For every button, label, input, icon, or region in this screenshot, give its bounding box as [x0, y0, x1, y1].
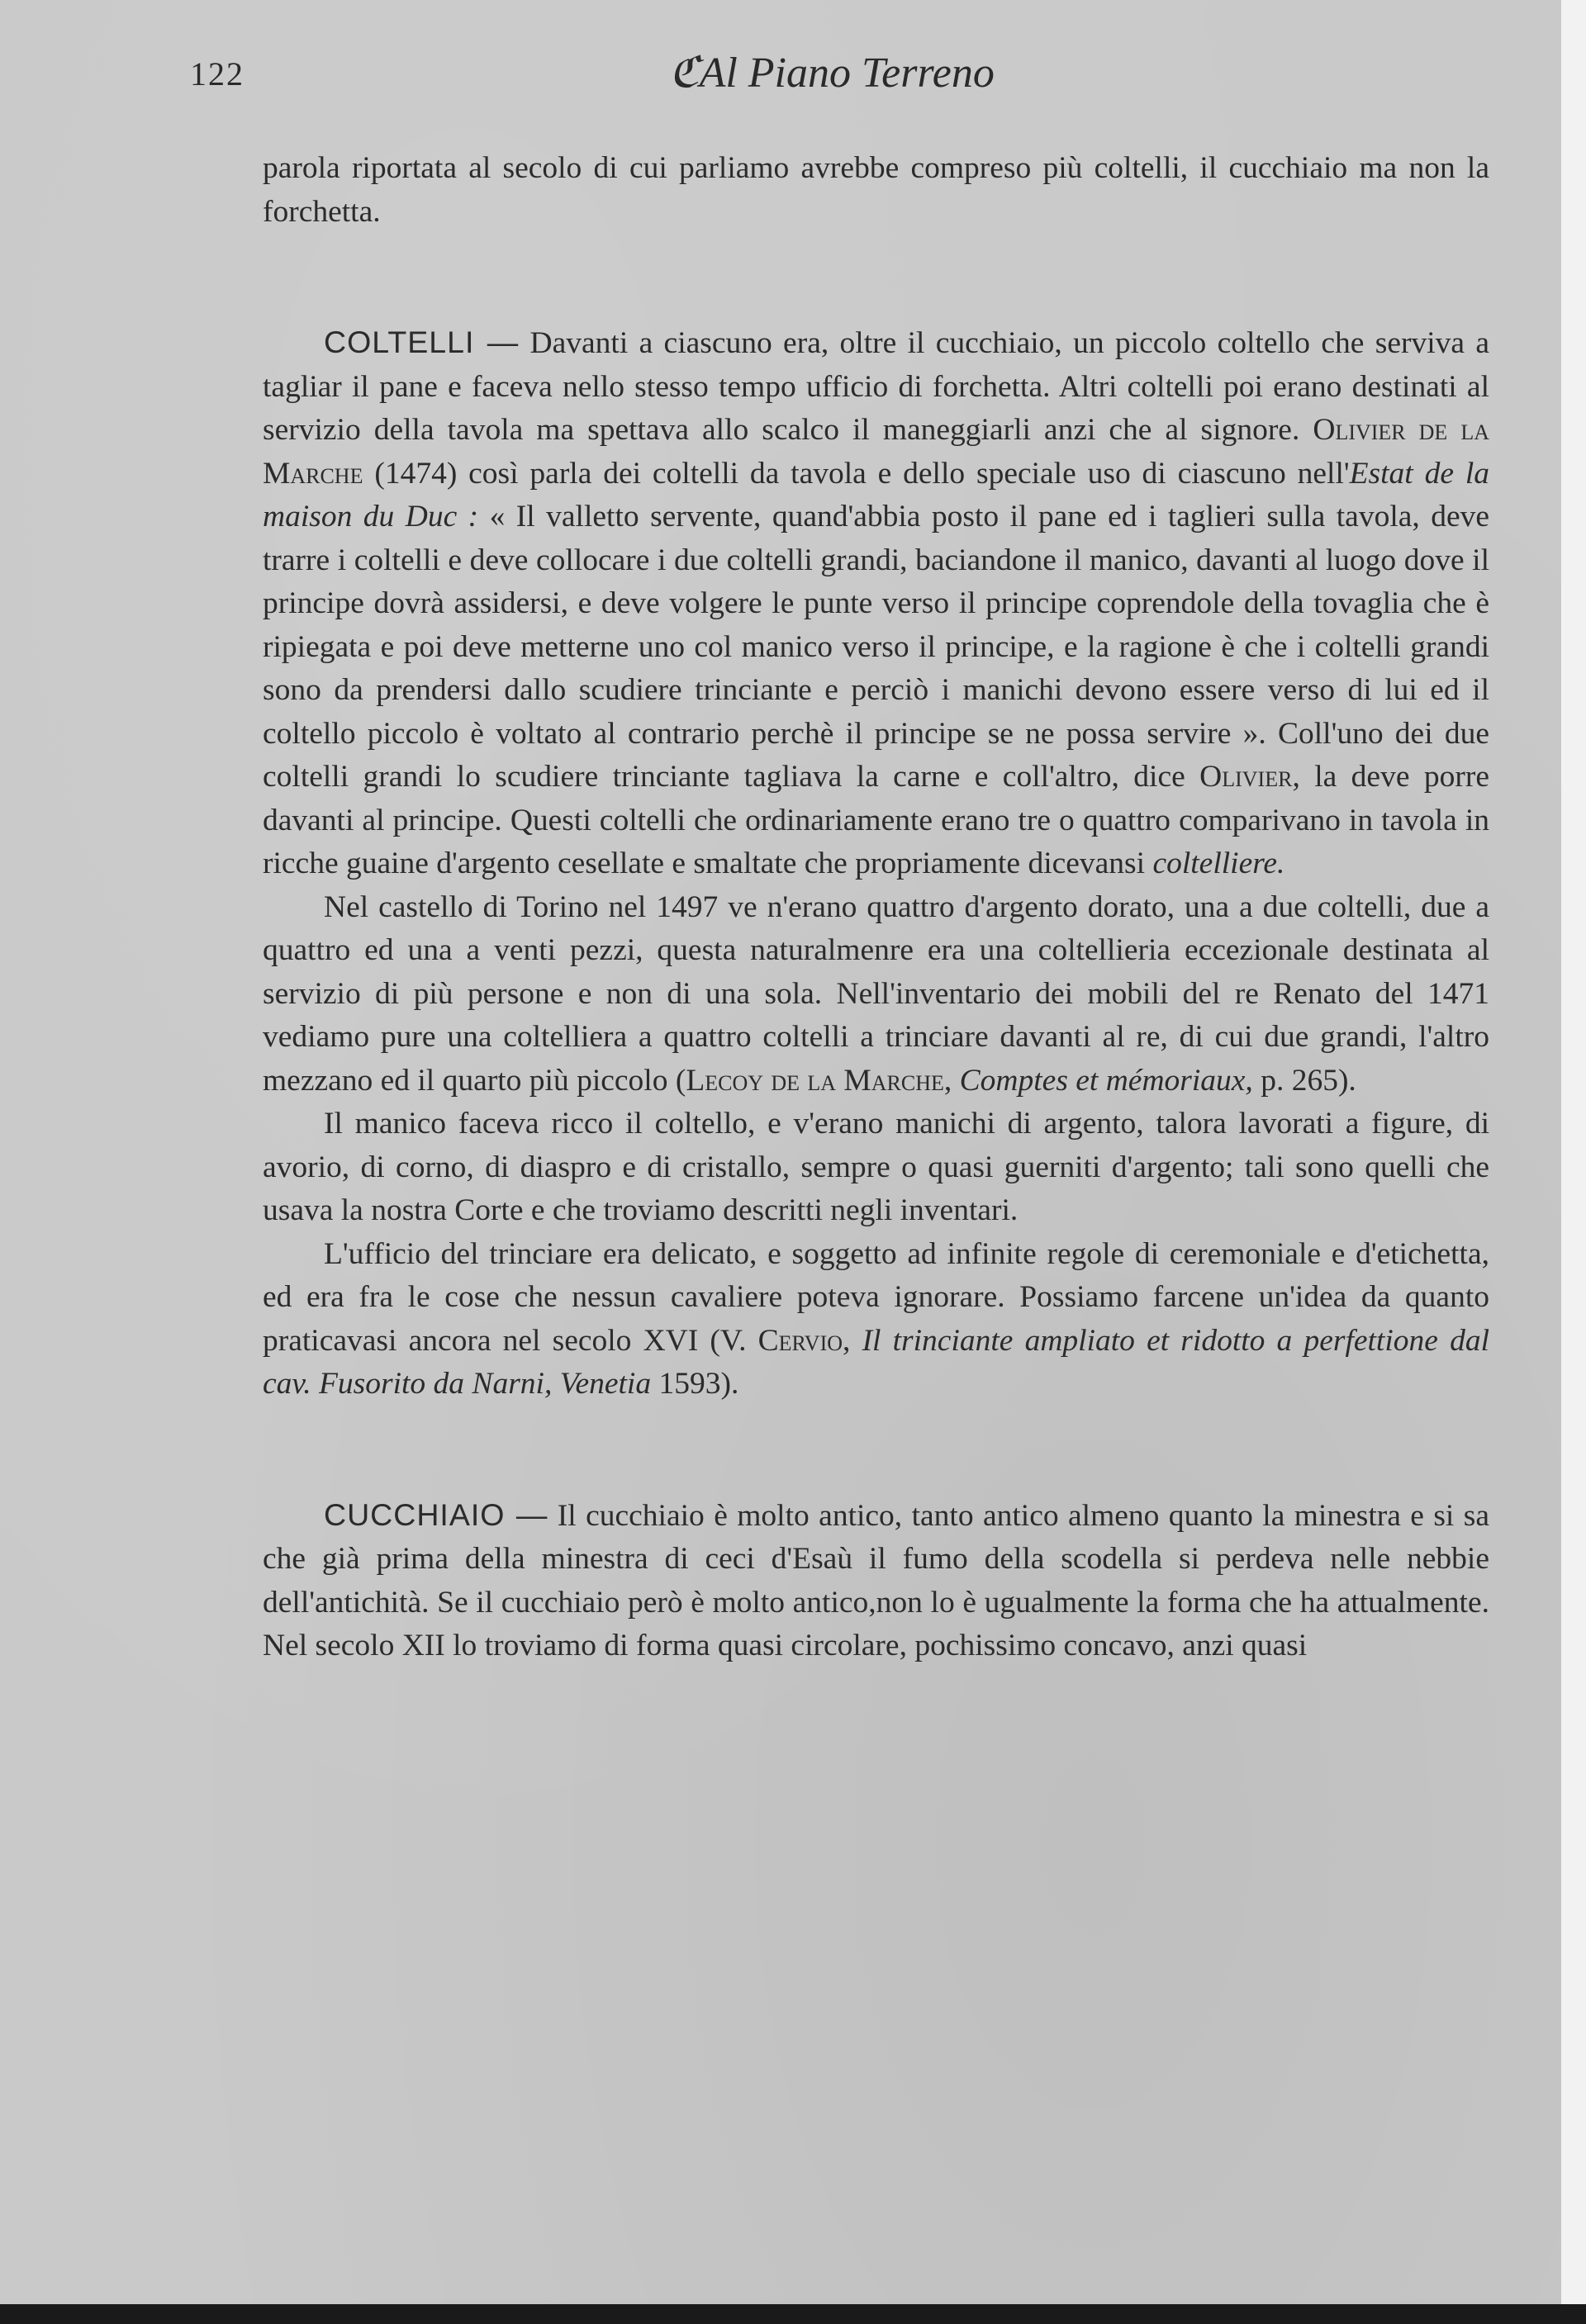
- author-olivier-de-la-marche: Olivier de la Marche: [263, 413, 1489, 491]
- paragraph-trinciare: L'ufficio del trinciare era delicato, e soggetto ad infinite regole di ceremoniale e d'etichetta, ed era fra le cose che nessun cavaliere poteva ignorare. Possiamo farcene un'idea da quanto praticavasi ancora nel secolo XVI (V. Cervio, Il trinciante ampliato et ridotto a perfettione dal cav. Fusorito da Narni, Venetia 1593).: [263, 1236, 1489, 1401]
- author-olivier: Olivier: [1199, 760, 1293, 794]
- paragraph-coltelli: COLTELLI — Davanti a ciascuno era, oltre il cucchiaio, un piccolo coltello che serviva a tagliar il pane e faceva nello stesso tempo ufficio di forchetta. Altri coltelli poi erano destinati al servizio della tavola ma spettava allo scalco il maneggiarli anzi che al signore. Olivier de la Marche (1474) così parla dei coltelli da tavola e dello speciale uso di ciascuno nell'Estat de la maison du Duc : « Il valletto servente, quand'abbia posto il pane ed i taglieri sulla tavola, deve trarre i coltelli e deve collocare i due coltelli grandi, baciandone il manico, davanti al luogo dove il principe dovrà assidersi, e deve volgere le punte verso il principe coprendole della tovaglia che è ripiegata e poi deve metterne uno col manico verso il principe, e la ragione è che i coltelli grandi sono da prendersi dallo scudiere trinciante e perciò i manichi devono essere verso di lui ed il coltello piccolo è voltato al contrario perchè il principe se ne possa servire ». Coll'uno dei due coltelli grandi lo scudiere trinciante tagliava la carne e coll'altro, dice Olivier, la deve porre davanti al principe. Questi coltelli che ordinariamente erano tre o quattro comparivano in tavola in ricche guaine d'argento cesellate e smaltate che propriamente dicevansi coltelliere.: [263, 325, 1489, 880]
- cited-title-comptes: Comptes et mémoriaux,: [959, 1063, 1253, 1098]
- author-cervio: Cervio,: [757, 1323, 851, 1358]
- page-number: 122: [190, 55, 245, 92]
- paragraph-cucchiaio: CUCCHIAIO — Il cucchiaio è molto antico, tanto antico almeno quanto la minestra e si sa che già prima della minestra di ceci d'Esaù il fumo della scodella si perdeva nelle nebbie dell'antichità. Se il cucchiaio però è molto antico,non lo è ugualmente la forma che ha attualmente. Nel secolo XII lo troviamo di forma quasi circolare, pochissimo concavo, anzi quasi: [263, 1496, 1490, 1662]
- page-header: [190, 48, 1429, 106]
- term-coltelliere: coltelliere.: [1152, 847, 1285, 880]
- cited-title-trinciante: Il trinciante ampliato et ridotto a perfettione dal cav. Fusorito da Narni, Venetia: [263, 1323, 1489, 1401]
- body-text: [263, 147, 1489, 1668]
- section-heading-cucchiaio: CUCCHIAIO —: [324, 1496, 548, 1532]
- cited-title-estat: Estat de la maison du Duc :: [263, 456, 1489, 534]
- paragraph-continuation: parola riportata al secolo di cui parliamo avrebbe compreso più coltelli, il cucchiaio ma non la forchetta.: [263, 151, 1489, 229]
- section-heading-coltelli: COLTELLI —: [324, 325, 520, 359]
- author-lecoy: Lecoy de la Marche,: [686, 1063, 952, 1098]
- page-edge-bottom: [0, 2304, 1586, 2324]
- running-title: ℭAl Piano Terreno: [669, 50, 995, 97]
- page-edge-right: [1561, 0, 1586, 2324]
- paragraph-manico: Il manico faceva ricco il coltello, e v'erano manichi di argento, talora lavorati a figure, di avorio, di corno, di diaspro e di cristallo, sempre o quasi guerniti d'argento; tali sono quelli che usava la nostra Corte e che troviamo descritti negli inventari.: [263, 1107, 1489, 1227]
- section-gap: [263, 1406, 1489, 1493]
- paragraph-torino: Nel castello di Torino nel 1497 ve n'erano quattro d'argento dorato, una a due coltelli, due a quattro ed una a venti pezzi, questa naturalmenre era una coltellieria eccezionale destinata al servizio di più persone e non di una sola. Nell'inventario dei mobili del re Renato del 1471 vediamo pure una coltelliera a quattro coltelli a trinciare davanti al re, di cui due grandi, l'altro mezzano ed il quarto più piccolo (Lecoy de la Marche, Comptes et mémoriaux, p. 265).: [263, 889, 1489, 1098]
- section-gap: [263, 234, 1489, 320]
